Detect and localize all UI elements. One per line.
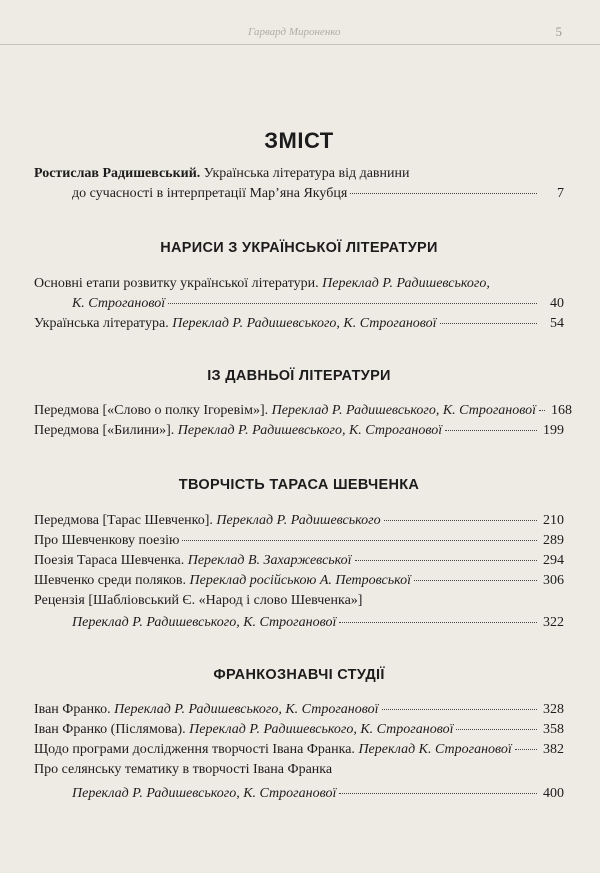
leader-dots	[168, 303, 537, 304]
entry-translator: Переклад Р. Радишевського	[216, 513, 381, 528]
leader-dots	[384, 520, 537, 521]
entry-title: Передмова [Тарас Шевченко].	[34, 513, 213, 528]
toc-entry[interactable]	[34, 591, 564, 633]
page-number: 382	[543, 742, 564, 757]
leader-dots	[445, 430, 537, 431]
page-number: 40	[550, 296, 564, 311]
entry-title: Іван Франко.	[34, 702, 111, 717]
entry-title: Українська література.	[34, 316, 169, 331]
entry-title: Шевченко среди поляков.	[34, 573, 187, 588]
toc-entry-intro[interactable]	[34, 164, 564, 204]
leader-dots	[414, 580, 537, 581]
leader-dots	[382, 709, 537, 710]
table-of-contents	[34, 128, 573, 804]
page-number: 322	[543, 615, 564, 630]
running-head-page-number: 5	[555, 24, 562, 39]
leader-dots	[539, 410, 545, 411]
toc-entry[interactable]	[34, 401, 573, 421]
entry-translator: Переклад Р. Радишевського, К. Строганової	[271, 403, 537, 418]
toc-title: ЗМІСТ	[264, 128, 334, 153]
page-number: 168	[551, 403, 573, 418]
entry-translator: Переклад Р. Радишевського, К. Строганової	[172, 316, 437, 331]
running-head-text: Гарвард Мироненко	[248, 26, 341, 38]
leader-dots	[350, 193, 537, 194]
section-title-shevchenko: ТВОРЧІСТЬ ТАРАСА ШЕВЧЕНКА	[178, 477, 420, 493]
page-number: 400	[543, 786, 564, 801]
toc-entry[interactable]	[34, 531, 564, 551]
leader-dots	[456, 729, 537, 730]
page-number: 7	[557, 186, 564, 201]
entry-title: Передмова [«Слово о полку Ігоревім»].	[34, 403, 269, 418]
page-number: 199	[543, 423, 564, 438]
entry-title: Передмова [«Билини»].	[34, 423, 175, 438]
toc-entry[interactable]	[34, 720, 564, 740]
page-number: 294	[543, 553, 564, 568]
entry-translator: Переклад російською А. Петровської	[189, 573, 412, 588]
intro-author: Ростислав Радишевський.	[34, 166, 201, 181]
entry-translator: Переклад Р. Радишевського, К. Строганової	[177, 423, 443, 438]
toc-entry[interactable]	[34, 740, 564, 760]
toc-entry[interactable]	[34, 511, 564, 531]
entry-title: Рецензія [Шабліовський Є. «Народ і слово Шевченка»]	[34, 593, 363, 608]
entry-title: Про селянську тематику в творчості Івана Франка	[34, 762, 333, 777]
entry-title: Основні етапи розвитку української літератури.	[34, 276, 319, 291]
entry-title: Про Шевченкову поезію	[34, 533, 180, 548]
section-title-essays: НАРИСИ З УКРАЇНСЬКОЇ ЛІТЕРАТУРИ	[160, 240, 438, 256]
entry-translator-cont: К. Строганової	[72, 296, 166, 311]
entry-title: Іван Франко (Післямова).	[34, 722, 186, 737]
leader-dots	[515, 749, 537, 750]
page-number: 306	[543, 573, 564, 588]
entry-translator: Переклад Р. Радишевського, К. Строганової	[189, 722, 454, 737]
toc-entry[interactable]	[34, 700, 564, 720]
running-head	[0, 20, 600, 45]
intro-title-line1: Українська література від давнини	[203, 166, 410, 181]
section-title-franko: ФРАНКОЗНАВЧІ СТУДІЇ	[213, 667, 385, 683]
page-number: 328	[543, 702, 564, 717]
toc-entry[interactable]	[34, 314, 564, 334]
page-number: 54	[550, 316, 564, 331]
entry-translator: Переклад В. Захаржевської	[187, 553, 352, 568]
toc-entry[interactable]	[34, 421, 564, 441]
entry-translator-cont: Переклад Р. Радишевського, К. Строганової	[72, 786, 337, 801]
entry-translator: Переклад К. Строганової	[358, 742, 512, 757]
entry-title: Поезія Тараса Шевченка.	[34, 553, 185, 568]
toc-entry[interactable]	[34, 571, 564, 591]
page-number: 210	[543, 513, 564, 528]
page-number: 358	[543, 722, 564, 737]
toc-entry[interactable]	[34, 551, 564, 571]
section-title-old-literature: ІЗ ДАВНЬОЇ ЛІТЕРАТУРИ	[207, 368, 391, 384]
entry-translator-cont: Переклад Р. Радишевського, К. Строганової	[72, 615, 337, 630]
leader-dots	[182, 540, 537, 541]
intro-title-line2: до сучасності в інтерпретації Мар’яна Якубця	[72, 186, 348, 201]
page-number: 289	[543, 533, 564, 548]
entry-translator: Переклад Р. Радишевського, К. Строганової	[114, 702, 379, 717]
leader-dots	[440, 323, 537, 324]
leader-dots	[339, 793, 537, 794]
leader-dots	[339, 622, 537, 623]
leader-dots	[355, 560, 537, 561]
entry-translator: Переклад Р. Радишевського,	[322, 276, 490, 291]
toc-entry[interactable]	[34, 274, 564, 314]
toc-entry[interactable]	[34, 760, 564, 804]
entry-title: Щодо програми дослідження творчості Івана Франка.	[34, 742, 355, 757]
